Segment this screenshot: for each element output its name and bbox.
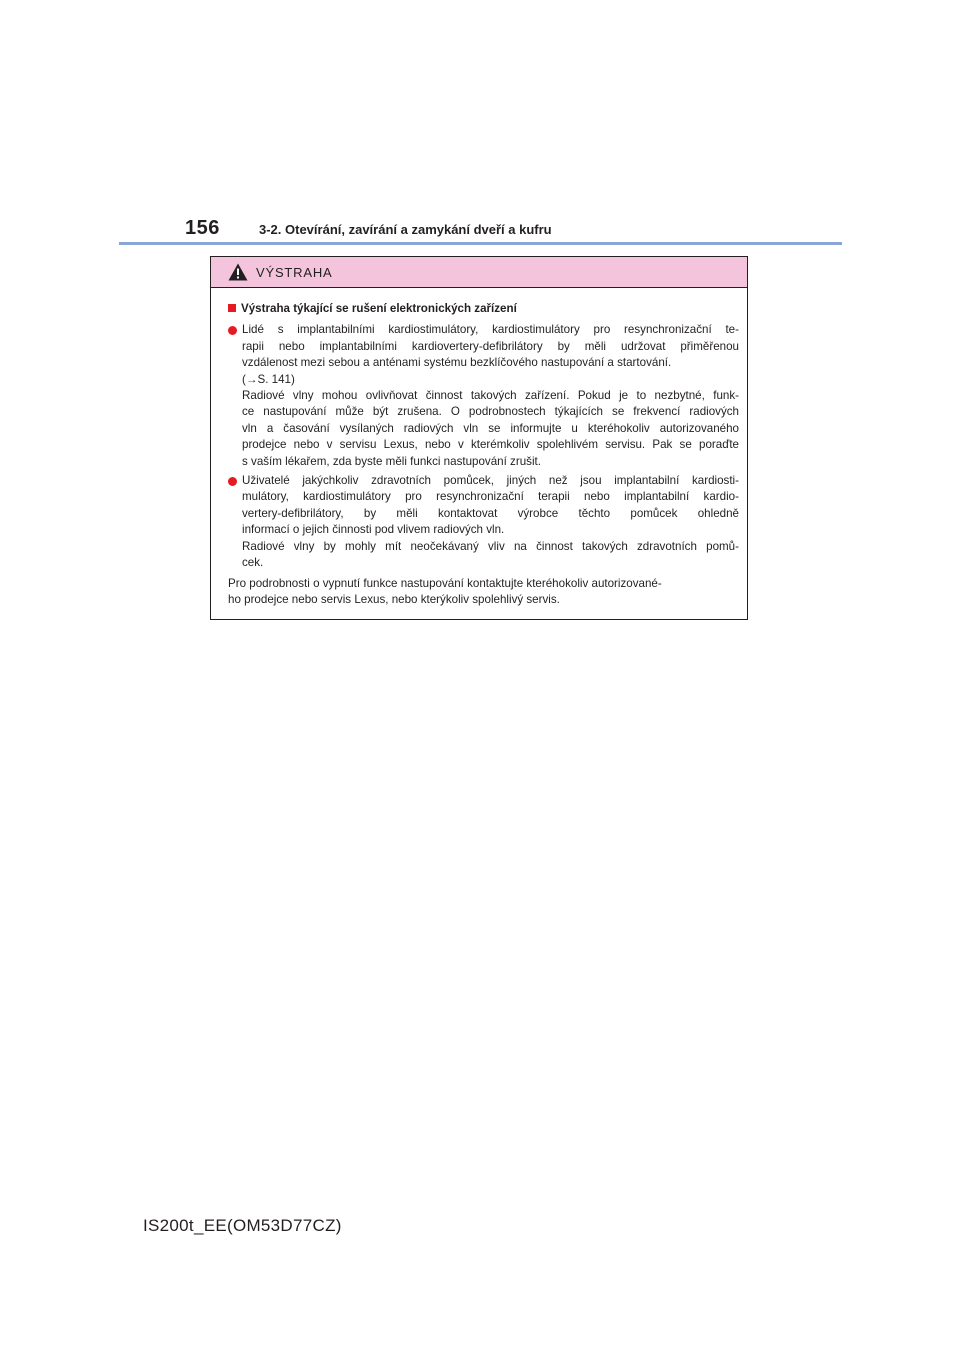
closing-line: Pro podrobnosti o vypnutí funkce nastupování kontaktujte kteréhokoliv autorizované- (228, 576, 662, 590)
item-line: Radiové vlny by mohly mít neočekávaný vliv na činnost takových zdravotních pomů- (242, 539, 739, 553)
bullet-icon (228, 477, 237, 486)
item-line: s vaším lékařem, zda byste měli funkci nastupování zrušit. (242, 454, 541, 468)
closing-paragraph (228, 576, 739, 609)
item-line: vzdálenost mezi sebou a anténami systému bezklíčového nastupování a startování. (242, 356, 672, 370)
section-heading (228, 301, 739, 317)
item-line: informací o jejich činnosti pod vlivem radiových vln. (242, 523, 505, 537)
item-line: rapii nebo implantabilními kardiovertery-defibrilátory by měli udržovat přiměřenou (242, 339, 739, 353)
warning-title: VÝSTRAHA (256, 265, 333, 280)
chapter-title: 3-2. Otevírání, zavírání a zamykání dveří a kufru (259, 222, 552, 237)
item-line: prodejce nebo v servisu Lexus, nebo v kterémkoliv spolehlivém servisu. Pak se poraďte (242, 438, 739, 452)
item-line: Radiové vlny mohou ovlivňovat činnost takových zařízení. Pokud je to nezbytné, funk- (242, 389, 739, 403)
square-bullet-icon (228, 304, 236, 312)
item-line: mulátory, kardiostimulátory pro resynchronizační terapii nebo implantabilní kardio- (242, 490, 739, 504)
list-item (228, 473, 739, 571)
section-heading-text: Výstraha týkající se rušení elektronických zařízení (241, 302, 517, 315)
warning-box (210, 256, 748, 620)
warning-triangle-icon (228, 263, 248, 281)
warning-header (211, 257, 747, 288)
item-line: vertery-defibrilátory, by měli kontaktovat výrobce těchto pomůcek ohledně (242, 506, 739, 520)
page-reference: (→S. 141) (242, 372, 295, 386)
document-code: IS200t_EE(OM53D77CZ) (143, 1216, 342, 1235)
page-number: 156 (185, 217, 220, 239)
closing-line: ho prodejce nebo servis Lexus, nebo kterýkoliv spolehlivý servis. (228, 592, 560, 606)
item-line: Lidé s implantabilními kardiostimulátory, kardiostimulátory pro resynchronizační te- (242, 323, 739, 337)
item-line: vln a časování vysílaných radiových vln se informujte u kteréhokoliv autorizovaného (242, 421, 739, 435)
list-item (228, 322, 739, 470)
item-line: cek. (242, 556, 264, 570)
warning-body (228, 301, 739, 608)
bullet-icon (228, 326, 237, 335)
header-rule (119, 242, 842, 245)
item-line: Uživatelé jakýchkoliv zdravotních pomůcek, jiných než jsou implantabilní kardiosti- (242, 474, 739, 488)
item-line: ce nastupování může být zrušena. O podrobnostech týkajících se frekvencí radiových (242, 405, 739, 419)
